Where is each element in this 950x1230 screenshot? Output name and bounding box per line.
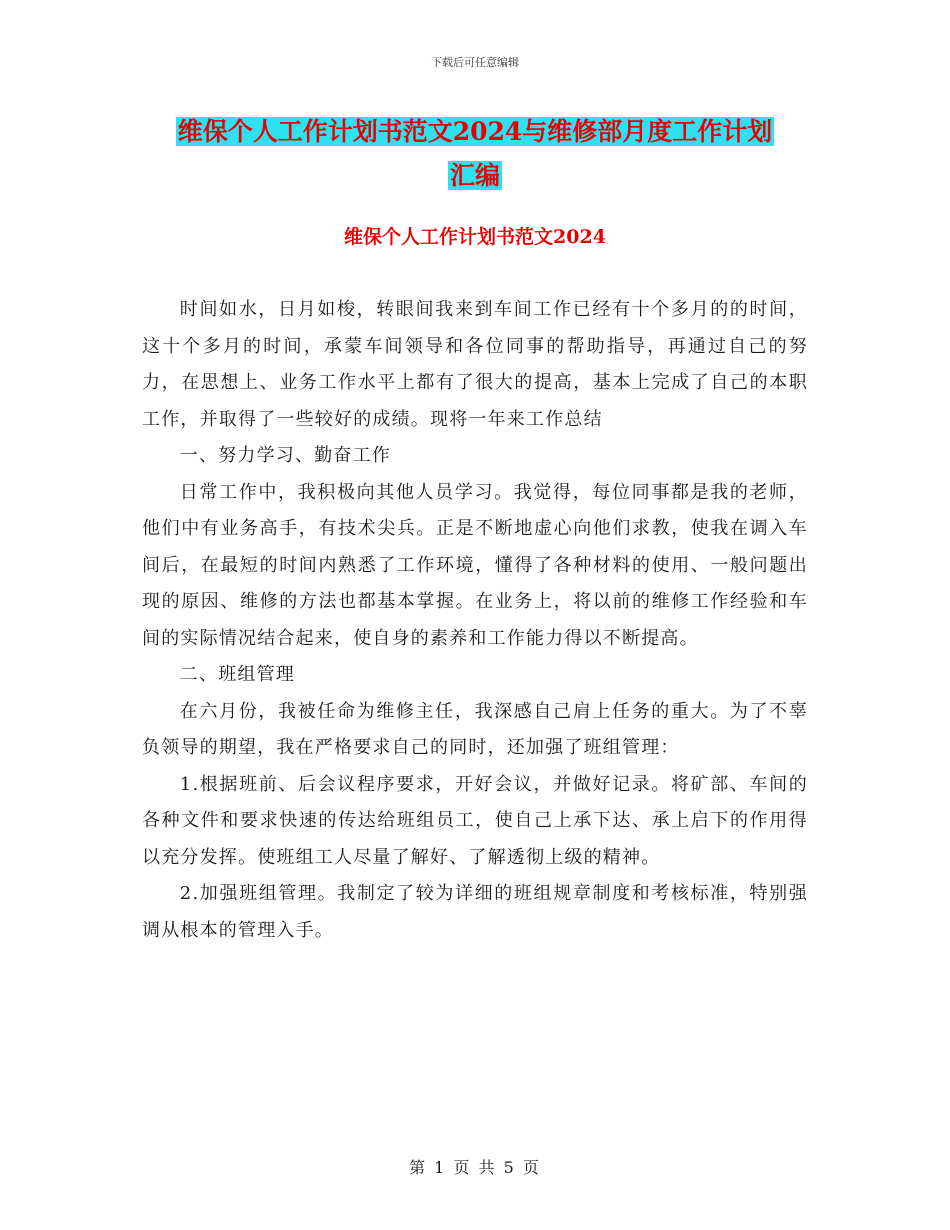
heading-team-management: 二、班组管理	[179, 664, 295, 685]
paragraph-study: 日常工作中，我积极向其他人员学习。我觉得，每位同事都是我的老师，他们中有业务高手，有技术尖兵。正是不断地虚心向他们求教，使我在调入车间后，在最短的时间内熟悉了工作环境，懂得了各种材料的使用、一般问题出现的原因、维修的方法也都基本掌握。在业务上，将以前的维修工作经验和车间的实际情况结合起来，使自身的素养和工作能力得以不断提高。	[142, 481, 808, 649]
paragraph-team-intro: 在六月份，我被任命为维修主任，我深感自己肩上任务的重大。为了不辜负领导的期望，我在严格要求自己的同时，还加强了班组管理：	[142, 700, 808, 758]
page-footer: 第 1 页 共 5 页	[409, 1158, 541, 1177]
section-title: 维保个人工作计划书范文2024	[344, 226, 606, 248]
paragraph-intro: 时间如水，日月如梭，转眼间我来到车间工作已经有十个多月的的时间，这十个多月的时间，承蒙车间领导和各位同事的帮助指导，再通过自己的努力，在思想上、业务工作水平上都有了很大的提高，基本上完成了自己的本职工作，并取得了一些较好的成绩。现将一年来工作总结	[142, 299, 808, 430]
title-line-1: 维保个人工作计划书范文2024与维修部月度工作计划	[177, 117, 773, 146]
document-body	[142, 292, 808, 949]
header-note: 下载后可任意编辑	[431, 56, 519, 69]
paragraph-item-1: 1.根据班前、后会议程序要求，开好会议，并做好记录。将矿部、车间的各种文件和要求快速的传达给班组员工，使自己上承下达、承上启下的作用得以充分发挥。使班组工人尽量了解好、了解透彻上级的精神。	[142, 773, 808, 868]
heading-study-work: 一、努力学习、勤奋工作	[179, 445, 391, 466]
paragraph-item-2: 2.加强班组管理。我制定了较为详细的班组规章制度和考核标准，特别强调从根本的管理入手。	[142, 883, 808, 941]
document-title	[142, 110, 808, 198]
title-line-2: 汇编	[449, 161, 500, 190]
